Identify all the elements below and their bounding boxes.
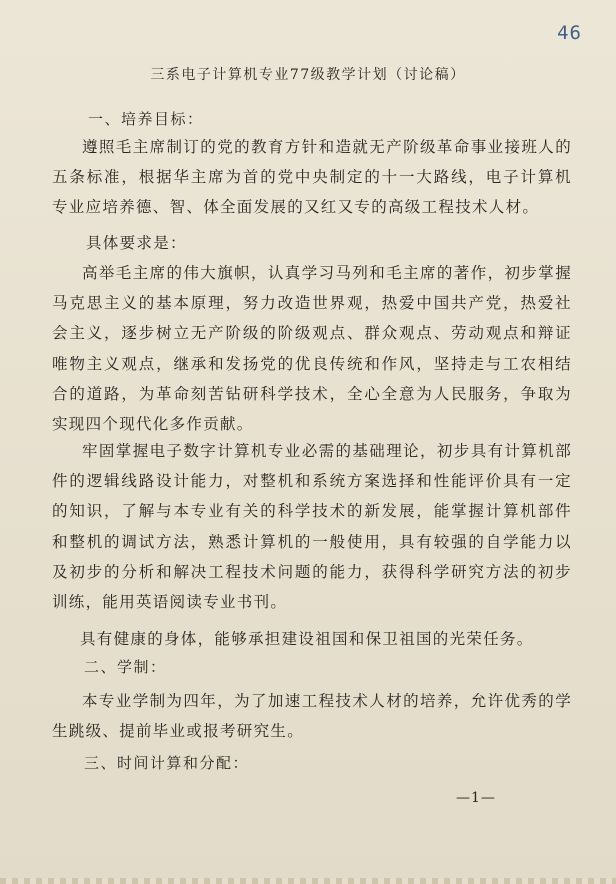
- requirements-label: 具体要求是：: [86, 234, 187, 252]
- requirement-professional: 牢固掌握电子数字计算机专业必需的基础理论，初步具有计算机部件的逻辑线路设计能力，对整机和系统方案选择和性能评价具有一定的知识，了解与本专业有关的科学技术的新发展，能掌握计算机部件和整机的调试方法，熟悉计算机的一般使用，具有较强的自学能力以及初步的分析和解决工程技术问题的能力，获得科学研究方法的初步训练，能用英语阅读专业书刊。: [52, 442, 572, 612]
- section-2-text: 本专业学制为四年，为了加速工程技术人材的培养，允许优秀的学生跳级、提前毕业或报考研究生。: [52, 692, 572, 741]
- page-number: —1—: [456, 790, 496, 806]
- section-3-heading: 三、时间计算和分配：: [84, 754, 250, 772]
- section-2-heading: 二、学制：: [84, 658, 167, 676]
- requirement-political: 高举毛主席的伟大旗帜，认真学习马列和毛主席的著作，初步掌握马克思主义的基本原理，努力改造世界观，热爱中国共产党，热爱社会主义，逐步树立无产阶级的阶级观点、群众观点、劳动观点和辩证唯物主义观点，继承和发扬党的优良传统和作风，坚持走与工农相结合的道路，为革命刻苦钻研科学技术，全心全意为人民服务，争取为实现四个现代化多作贡献。: [52, 264, 572, 434]
- document-title: 三系电子计算机专业77级教学计划（讨论稿）: [150, 67, 466, 83]
- section-1-intro: 遵照毛主席制订的党的教育方针和造就无产阶级革命事业接班人的五条标准，根据华主席为首的党中央制定的十一大路线，电子计算机专业应培养德、智、体全面发展的又红又专的高级工程技术人材。: [52, 138, 572, 217]
- requirement-health: 具有健康的身体，能够承担建设祖国和保卫祖国的光荣任务。: [80, 630, 534, 648]
- folio-number: 46: [557, 22, 582, 44]
- perforated-edge: [0, 878, 616, 884]
- section-1-heading: 一、培养目标：: [88, 110, 204, 128]
